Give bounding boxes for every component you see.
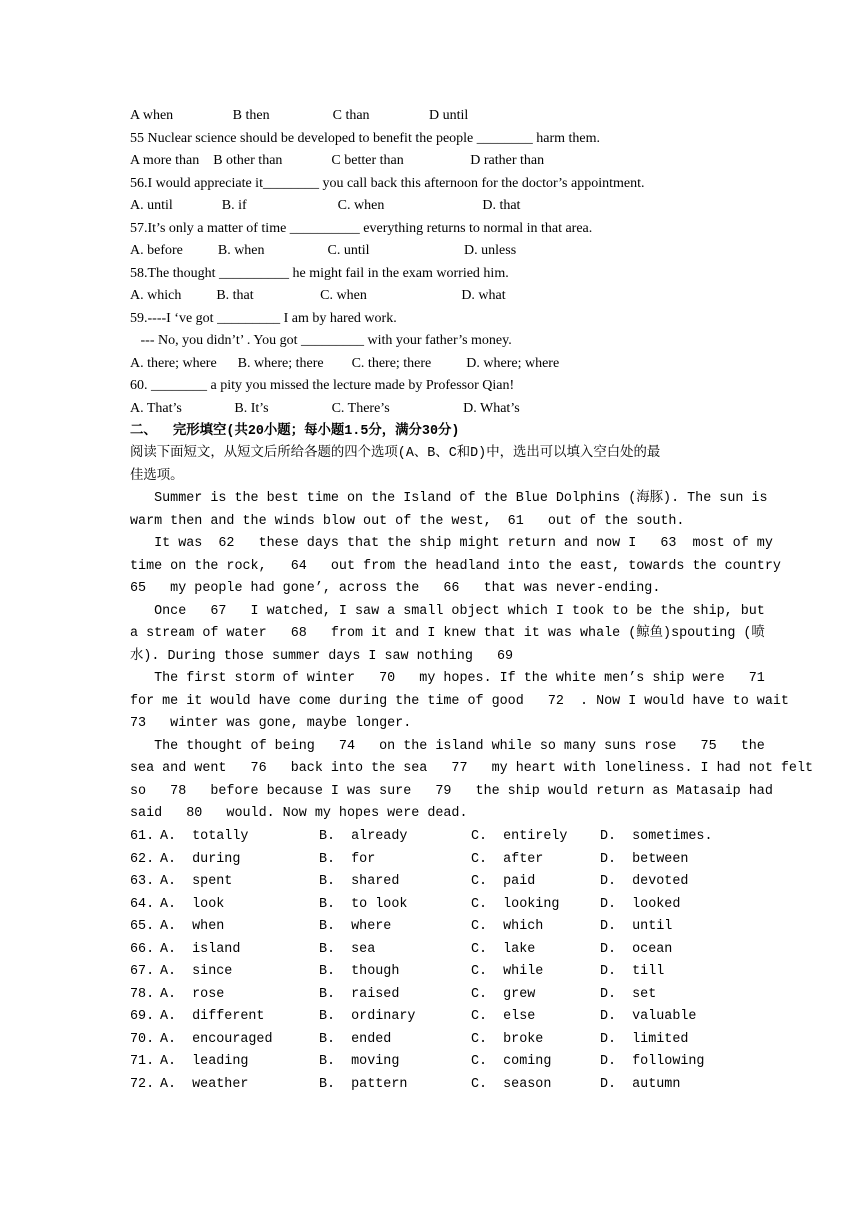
option-d: D. limited	[600, 1032, 689, 1047]
mc-line: 60. ________ a pity you missed the lecture made by Professor Qian!	[130, 378, 515, 393]
passage-line: 73 winter was gone, maybe longer.	[130, 716, 412, 731]
option-a: A. look	[160, 897, 225, 912]
passage-line: Summer is the best time on the Island of the Blue Dolphins (海豚). The sun is	[130, 491, 768, 506]
option-a: A. encouraged	[160, 1032, 273, 1047]
option-b: B. to look	[319, 897, 408, 912]
option-c: C. grew	[471, 987, 536, 1002]
instruction-text: 佳选项。	[130, 469, 184, 484]
mc-line: A. That’s B. It’s C. There’s D. What’s	[130, 401, 520, 416]
option-d: D. looked	[600, 897, 681, 912]
mc-line: A. there; where B. where; there C. there; there D. where; where	[130, 356, 560, 371]
mc-line: 59.----I ‘ve got _________ I am by hared work.	[130, 311, 397, 326]
option-number: 70.	[130, 1032, 155, 1047]
option-c: C. entirely	[471, 829, 568, 844]
option-number: 71.	[130, 1054, 155, 1069]
option-number: 66.	[130, 942, 155, 957]
mc-line: A. before B. when C. until D. unless	[130, 243, 517, 258]
passage-line: so 78 before because I was sure 79 the ship would return as Matasaip had	[130, 784, 773, 799]
option-a: A. rose	[160, 987, 225, 1002]
option-number: 64.	[130, 897, 155, 912]
mc-line: --- No, you didn’t’ . You got _________ with your father’s money.	[130, 333, 512, 348]
passage-line: The thought of being 74 on the island while so many suns rose 75 the	[130, 739, 765, 754]
option-a: A. during	[160, 852, 241, 867]
option-d: D. ocean	[600, 942, 673, 957]
option-b: B. ended	[319, 1032, 392, 1047]
option-c: C. lake	[471, 942, 536, 957]
option-d: D. until	[600, 919, 673, 934]
option-a: A. island	[160, 942, 241, 957]
option-number: 78.	[130, 987, 155, 1002]
option-b: B. raised	[319, 987, 400, 1002]
passage-line: 65 my people had gone’, across the 66 that was never-ending.	[130, 581, 661, 596]
option-a: A. leading	[160, 1054, 249, 1069]
option-c: C. season	[471, 1077, 552, 1092]
option-number: 69.	[130, 1009, 155, 1024]
option-c: C. looking	[471, 897, 560, 912]
option-a: A. weather	[160, 1077, 249, 1092]
passage-line: It was 62 these days that the ship might return and now I 63 most of my	[130, 536, 773, 551]
option-a: A. different	[160, 1009, 265, 1024]
option-b: B. for	[319, 852, 376, 867]
option-a: A. when	[160, 919, 225, 934]
passage-line: Once 67 I watched, I saw a small object which I took to be the ship, but	[130, 604, 765, 619]
option-c: C. broke	[471, 1032, 544, 1047]
passage-line: a stream of water 68 from it and I knew that it was whale (鲸鱼)spouting (喷	[130, 626, 765, 641]
section-title: 二、 完形填空(共20小题；每小题1.5分，满分30分)	[130, 424, 460, 439]
passage-line: The first storm of winter 70 my hopes. If the white men’s ship were 71	[130, 671, 765, 686]
option-c: C. coming	[471, 1054, 552, 1069]
passage-line: said 80 would. Now my hopes were dead.	[130, 806, 468, 821]
option-d: D. autumn	[600, 1077, 681, 1092]
option-d: D. valuable	[600, 1009, 697, 1024]
mc-line: A when B then C than D until	[130, 108, 469, 123]
passage-line: 水). During those summer days I saw nothing 69	[130, 649, 538, 664]
option-b: B. though	[319, 964, 400, 979]
mc-line: A. which B. that C. when D. what	[130, 288, 506, 303]
option-d: D. set	[600, 987, 657, 1002]
option-d: D. between	[600, 852, 689, 867]
option-b: B. ordinary	[319, 1009, 416, 1024]
option-a: A. since	[160, 964, 233, 979]
option-c: C. paid	[471, 874, 536, 889]
option-c: C. while	[471, 964, 544, 979]
mc-line: 57.It’s only a matter of time __________ everything returns to normal in that area.	[130, 221, 593, 236]
mc-line: A. until B. if C. when D. that	[130, 198, 521, 213]
passage-line: warm then and the winds blow out of the west, 61 out of the south.	[130, 514, 685, 529]
option-number: 62.	[130, 852, 155, 867]
option-number: 61.	[130, 829, 155, 844]
option-c: C. which	[471, 919, 544, 934]
mc-line: A more than B other than C better than D rather than	[130, 153, 545, 168]
option-number: 67.	[130, 964, 155, 979]
option-d: D. sometimes.	[600, 829, 713, 844]
passage-line: sea and went 76 back into the sea 77 my heart with loneliness. I had not felt	[130, 761, 814, 776]
mc-line: 55 Nuclear science should be developed to benefit the people ________ harm them.	[130, 131, 601, 146]
option-b: B. where	[319, 919, 392, 934]
option-a: A. totally	[160, 829, 249, 844]
passage-line: time on the rock, 64 out from the headland into the east, towards the country	[130, 559, 781, 574]
option-b: B. already	[319, 829, 408, 844]
option-number: 65.	[130, 919, 155, 934]
option-d: D. following	[600, 1054, 705, 1069]
option-a: A. spent	[160, 874, 233, 889]
option-d: D. till	[600, 964, 665, 979]
instruction-text: 阅读下面短文，从短文后所给各题的四个选项(A、B、C和D)中，选出可以填入空白处的最	[130, 446, 661, 461]
option-b: B. pattern	[319, 1077, 408, 1092]
option-b: B. shared	[319, 874, 400, 889]
mc-line: 58.The thought __________ he might fail in the exam worried him.	[130, 266, 509, 281]
option-b: B. moving	[319, 1054, 400, 1069]
option-d: D. devoted	[600, 874, 689, 889]
option-c: C. after	[471, 852, 544, 867]
option-b: B. sea	[319, 942, 376, 957]
option-c: C. else	[471, 1009, 536, 1024]
mc-line: 56.I would appreciate it________ you call back this afternoon for the doctor’s appointment.	[130, 176, 645, 191]
option-number: 72.	[130, 1077, 155, 1092]
option-number: 63.	[130, 874, 155, 889]
passage-line: for me it would have come during the time of good 72 . Now I would have to wait	[130, 694, 789, 709]
